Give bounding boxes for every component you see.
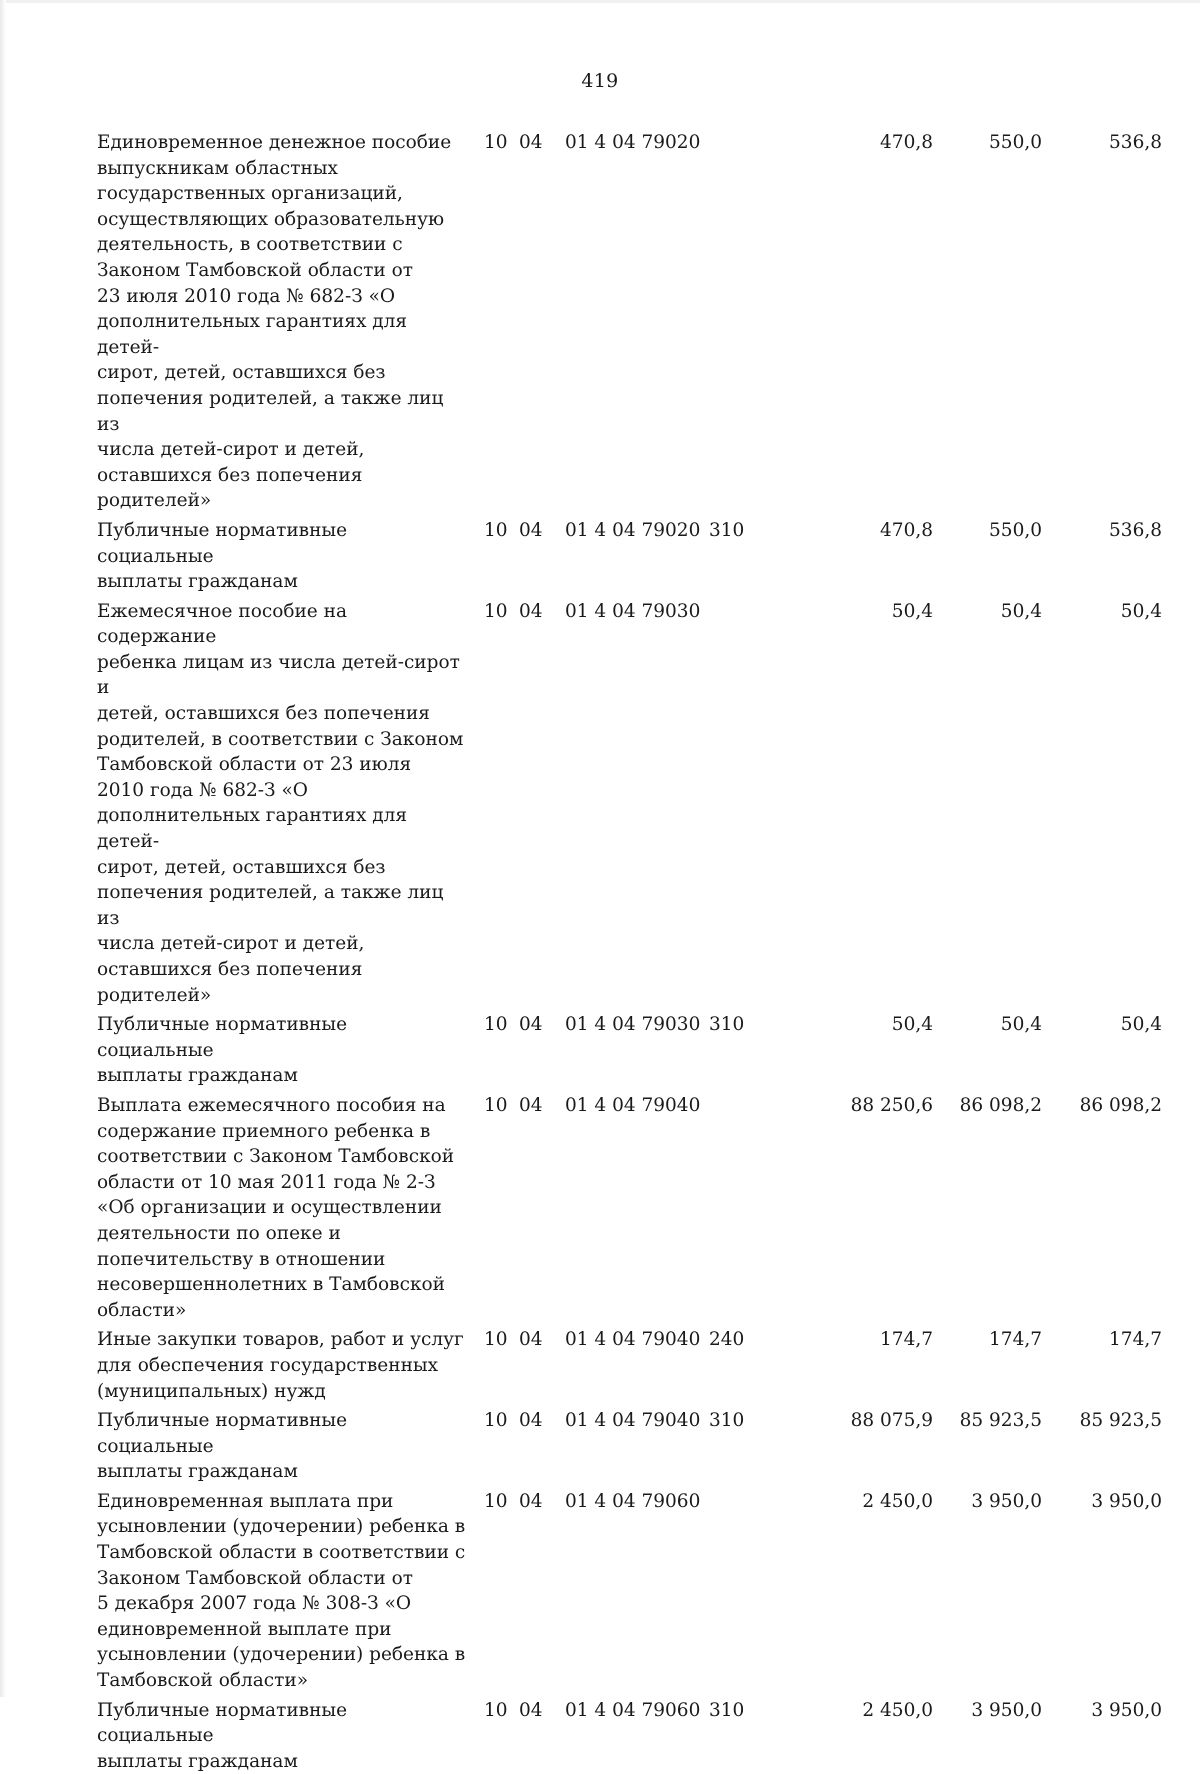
row-name: Ежемесячное пособие на содержание ребенка лицам из числа детей-сирот и детей, оставшихся без попечения родителей, в соответствии с Законом Тамбовской области от 23 июля 2010 года № 682-З «О дополнительных гарантиях для детей- сирот, детей, оставшихся без попечения родителей, а также лиц из числа детей-сирот и детей, оставшихся без попечения родителей» xyxy=(97,600,464,1006)
row-target-article: 01 4 04 79030 xyxy=(565,600,701,622)
row-section: 10 xyxy=(484,132,508,153)
row-subsection: 04 xyxy=(519,1410,543,1432)
row-amount-year3: 50,4 xyxy=(1120,1014,1162,1036)
row-expense-type: 310 xyxy=(709,519,745,541)
row-amount-year1: 88 250,6 xyxy=(850,1094,933,1116)
row-amount-year1: 50,4 xyxy=(891,1014,933,1036)
row-amount-year1: 174,7 xyxy=(880,1329,933,1351)
row-name: Публичные нормативные социальные выплаты гражданам xyxy=(97,1410,348,1483)
row-section: 10 xyxy=(484,1014,508,1036)
row-name: Публичные нормативные социальные выплаты гражданам xyxy=(97,1014,348,1087)
row-name: Единовременная выплата при усыновлении (удочерении) ребенка в Тамбовской области в соответствии с Законом Тамбовской области от 5 декабря 2007 года № 308-З «О единовременной выплате при усыновлении (удочерении) ребенка в Тамбовской области» xyxy=(97,1490,466,1692)
row-amount-year3: 85 923,5 xyxy=(1079,1410,1162,1432)
scan-top-edge xyxy=(0,0,1200,3)
row-expense-type: 240 xyxy=(709,1329,745,1351)
row-target-article: 01 4 04 79040 xyxy=(565,1329,701,1351)
row-amount-year2: 85 923,5 xyxy=(959,1410,1042,1432)
row-target-article: 01 4 04 79020 xyxy=(565,132,701,153)
row-amount-year3: 536,8 xyxy=(1109,132,1162,153)
row-name: Публичные нормативные социальные выплаты гражданам xyxy=(97,519,348,593)
row-expense-type: 310 xyxy=(709,1014,745,1036)
row-amount-year2: 3 950,0 xyxy=(971,1490,1042,1512)
table-row xyxy=(97,1408,1162,1485)
row-target-article: 01 4 04 79040 xyxy=(565,1410,701,1432)
row-section: 10 xyxy=(484,1094,508,1116)
table-row xyxy=(97,518,1162,595)
table-row xyxy=(97,130,1162,514)
row-subsection: 04 xyxy=(519,1329,543,1351)
row-amount-year1: 50,4 xyxy=(891,600,933,622)
row-subsection: 04 xyxy=(519,132,543,153)
row-amount-year1: 2 450,0 xyxy=(862,1490,933,1512)
row-amount-year3: 174,7 xyxy=(1109,1329,1162,1351)
row-expense-type: 310 xyxy=(709,1410,745,1432)
table-row xyxy=(97,1327,1162,1404)
row-name: Выплата ежемесячного пособия на содержание приемного ребенка в соответствии с Законом Тамбовской области от 10 мая 2011 года № 2-З «Об организации и осуществлении деятельности по опеке и попечительству в отношении несовершеннолетних в Тамбовской области» xyxy=(97,1094,455,1321)
row-amount-year1: 470,8 xyxy=(880,132,933,153)
row-amount-year3: 50,4 xyxy=(1120,600,1162,622)
table-row xyxy=(97,1489,1162,1694)
row-section: 10 xyxy=(484,600,508,622)
row-section: 10 xyxy=(484,1410,508,1432)
row-section: 10 xyxy=(484,1490,508,1512)
row-amount-year2: 174,7 xyxy=(989,1329,1042,1351)
row-target-article: 01 4 04 79040 xyxy=(565,1094,701,1116)
row-subsection: 04 xyxy=(519,519,543,541)
row-target-article: 01 4 04 79060 xyxy=(565,1490,701,1512)
row-amount-year3: 3 950,0 xyxy=(1091,1490,1162,1512)
table-row xyxy=(97,599,1162,1009)
row-target-article: 01 4 04 79020 xyxy=(565,519,701,541)
table-row xyxy=(97,1093,1162,1323)
row-amount-year2: 3 950,0 xyxy=(971,1699,1042,1721)
row-section: 10 xyxy=(484,1329,508,1351)
row-amount-year3: 536,8 xyxy=(1109,519,1162,541)
row-name: Публичные нормативные социальные выплаты гражданам xyxy=(97,1699,348,1772)
row-amount-year1: 2 450,0 xyxy=(862,1699,933,1721)
row-expense-type: 310 xyxy=(709,1699,745,1721)
table-row xyxy=(97,1698,1162,1774)
row-section: 10 xyxy=(484,519,508,541)
row-section: 10 xyxy=(484,1699,508,1721)
row-amount-year2: 550,0 xyxy=(989,132,1042,153)
row-name: Иные закупки товаров, работ и услуг для обеспечения государственных (муниципальных) нужд xyxy=(97,1329,464,1402)
row-target-article: 01 4 04 79060 xyxy=(565,1699,701,1721)
row-amount-year3: 86 098,2 xyxy=(1079,1094,1162,1116)
budget-table xyxy=(97,130,1162,1774)
row-amount-year1: 88 075,9 xyxy=(850,1410,933,1432)
row-amount-year3: 3 950,0 xyxy=(1091,1699,1162,1721)
row-target-article: 01 4 04 79030 xyxy=(565,1014,701,1036)
table-row xyxy=(97,1012,1162,1089)
row-amount-year2: 550,0 xyxy=(989,519,1042,541)
row-amount-year1: 470,8 xyxy=(880,519,933,541)
row-amount-year2: 50,4 xyxy=(1000,600,1042,622)
row-amount-year2: 86 098,2 xyxy=(959,1094,1042,1116)
row-subsection: 04 xyxy=(519,1094,543,1116)
row-subsection: 04 xyxy=(519,600,543,622)
row-name: Единовременное денежное пособие выпускникам областных государственных организаций, осуществляющих образовательную деятельность, в соответствии с Законом Тамбовской области от 23 июля 2010 года № 682-З «О дополнительных гарантиях для детей- сирот, детей, оставшихся без попечения родителей, а также лиц из числа детей-сирот и детей, оставшихся без попечения родителей» xyxy=(97,132,452,512)
row-subsection: 04 xyxy=(519,1014,543,1036)
row-amount-year2: 50,4 xyxy=(1000,1014,1042,1036)
row-subsection: 04 xyxy=(519,1490,543,1512)
page-number: 419 xyxy=(581,70,619,92)
row-subsection: 04 xyxy=(519,1699,543,1721)
scan-left-edge xyxy=(0,0,6,1697)
